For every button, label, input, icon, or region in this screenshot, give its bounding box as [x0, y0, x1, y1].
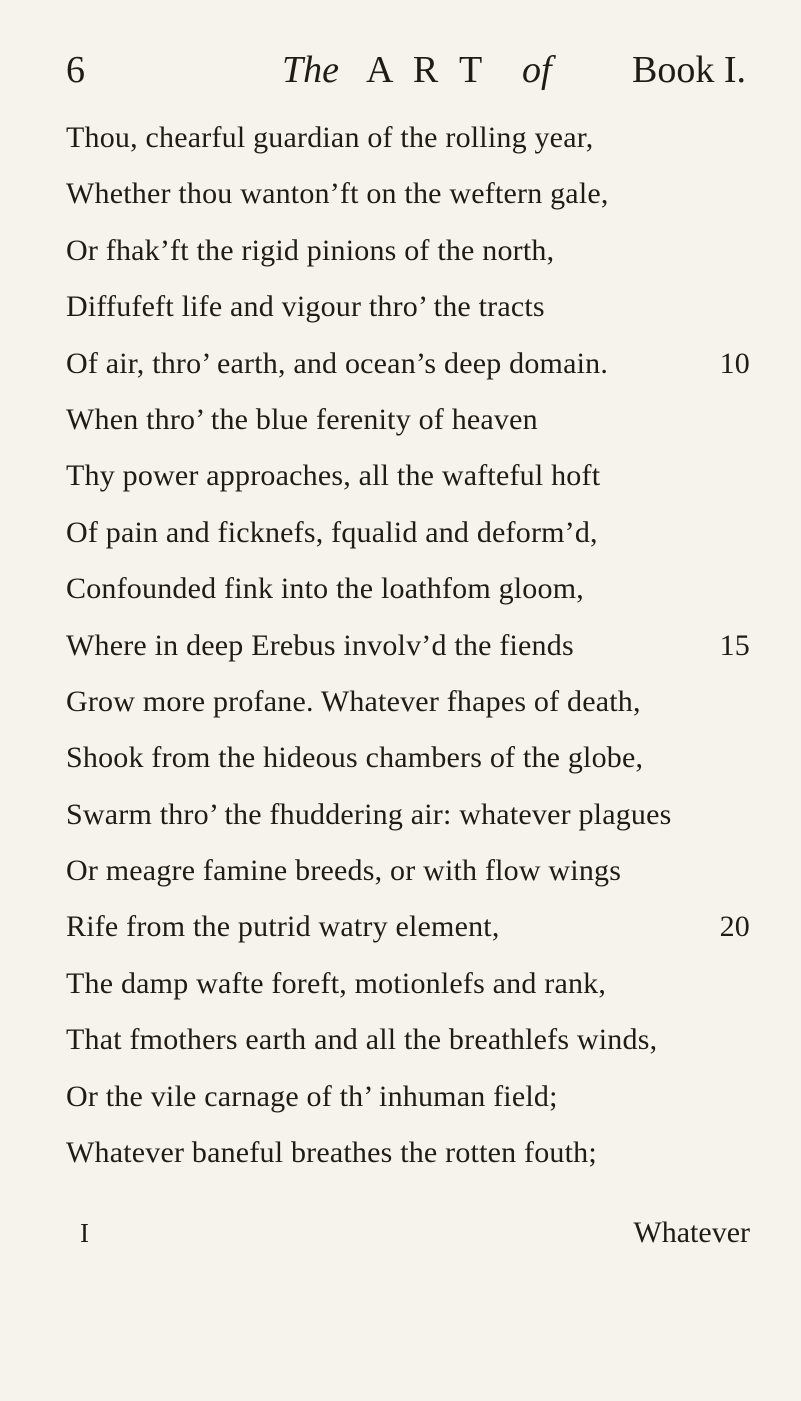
poem-line	[66, 166, 750, 222]
running-header	[66, 48, 746, 104]
poem-line	[66, 1125, 750, 1181]
poem-line	[66, 1069, 750, 1125]
line-text: Thy power approaches, all the wafteful hoft	[66, 459, 601, 493]
running-title-the: The	[282, 49, 339, 91]
book-label: Book I.	[632, 49, 746, 91]
poem-line	[66, 279, 750, 335]
line-number: 15	[719, 628, 750, 662]
poem-line	[66, 899, 750, 955]
page-footer	[66, 1208, 750, 1258]
poem-line	[66, 392, 750, 448]
poem-line	[66, 787, 750, 843]
line-number: 20	[719, 910, 750, 944]
line-text: Whether thou wanton’ft on the weftern gale,	[66, 177, 609, 211]
line-text: Or the vile carnage of th’ inhuman field;	[66, 1079, 558, 1113]
line-text: Grow more profane. Whatever fhapes of death,	[66, 684, 641, 718]
poem-line	[66, 561, 750, 617]
poem-line	[66, 505, 750, 561]
poem-line	[66, 448, 750, 504]
poem-text	[66, 110, 750, 1181]
line-text: Swarm thro’ the fhuddering air: whatever plagues	[66, 797, 672, 831]
poem-line	[66, 1012, 750, 1068]
poem-line	[66, 956, 750, 1012]
line-text: Confounded fink into the loathfom gloom,	[66, 572, 584, 606]
line-text: Of pain and ficknefs, fqualid and deform’d,	[66, 515, 598, 549]
running-title-art: A R T	[366, 49, 489, 91]
poem-line	[66, 843, 750, 899]
line-text: Diffufeft life and vigour thro’ the tracts	[66, 290, 545, 324]
line-text: Or meagre famine breeds, or with flow wings	[66, 854, 622, 888]
page-number: 6	[66, 49, 85, 91]
line-text: That fmothers earth and all the breathlefs winds,	[66, 1023, 658, 1057]
line-text: Where in deep Erebus involv’d the fiends	[66, 628, 574, 662]
line-text: Rife from the putrid watry element,	[66, 910, 500, 944]
poem-line	[66, 730, 750, 786]
running-title-of: of	[522, 49, 552, 91]
line-number: 10	[719, 346, 750, 380]
poem-line	[66, 618, 750, 674]
poem-line	[66, 674, 750, 730]
line-text: The damp wafte foreft, motionlefs and rank,	[66, 966, 607, 1000]
signature-mark: I	[80, 1218, 89, 1248]
line-text: Whatever baneful breathes the rotten fouth;	[66, 1136, 597, 1170]
catchword: Whatever	[633, 1216, 750, 1249]
poem-line	[66, 110, 750, 166]
line-text: When thro’ the blue ferenity of heaven	[66, 402, 538, 436]
line-text: Thou, chearful guardian of the rolling year,	[66, 121, 594, 154]
line-text: Shook from the hideous chambers of the globe,	[66, 741, 644, 775]
line-text: Of air, thro’ earth, and ocean’s deep domain.	[66, 346, 609, 380]
poem-line	[66, 336, 750, 392]
line-text: Or fhak’ft the rigid pinions of the north,	[66, 233, 555, 267]
poem-line	[66, 223, 750, 279]
